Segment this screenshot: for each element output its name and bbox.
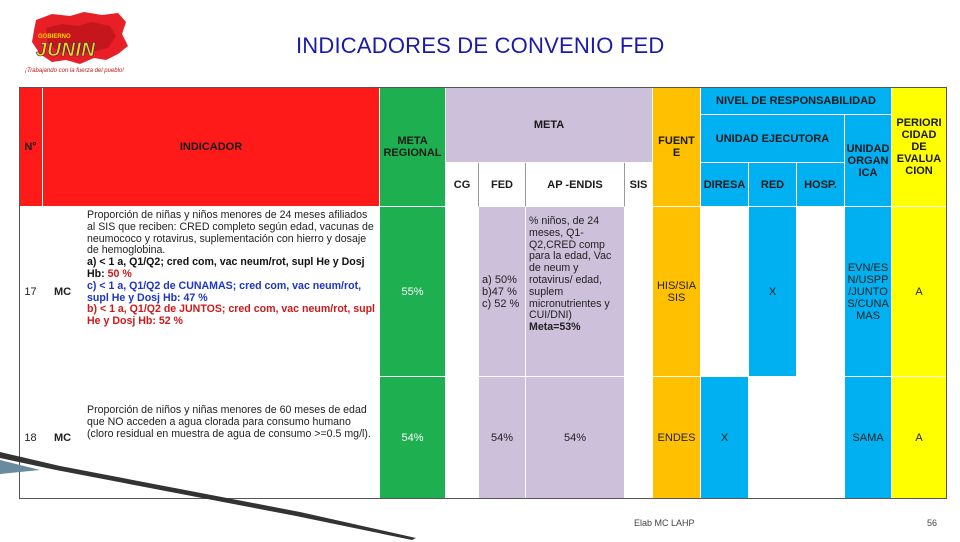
header-unidad-organica: UNIDAD ORGAN ICA <box>845 115 892 207</box>
row17-indicador-c: c) < 1 a, Q1/Q2 de CUNAMAS; cred com, vac neum/rot, supl He y Dosj Hb: 47 % <box>87 279 362 304</box>
row18-sis <box>625 377 653 499</box>
row17-code: MC <box>43 207 83 377</box>
row17-hosp <box>797 207 845 377</box>
row18-ap-endis: 54% <box>526 377 625 499</box>
footer-source: Elab MC LAHP <box>634 518 695 528</box>
row17-fuente: HIS/SIA SIS <box>653 207 701 377</box>
header-fuente: FUENT E <box>653 87 701 207</box>
row17-indicador-b: b) < 1 a, Q1/Q2 de JUNTOS; cred com, vac neum/rot, supl He y Dosj Hb: 52 % <box>87 303 375 328</box>
row18-unidad-organica: SAMA <box>845 377 892 499</box>
page-title: INDICADORES DE CONVENIO FED <box>296 33 665 58</box>
row17-diresa <box>701 207 749 377</box>
row17-cg <box>446 207 479 377</box>
indicators-table <box>19 87 947 499</box>
row18-red <box>749 377 797 499</box>
header-nivel: NIVEL DE RESPONSABILIDAD <box>701 87 892 115</box>
row18-indicador-plain: Proporción de niños y niñas menores de 60 meses de edad que NO acceden a agua clorada para consumo humano (cloro residual en muestra de agua de consumo >=0.5 mg/l). <box>87 404 371 440</box>
logo-small-text: GOBIERNO <box>38 34 71 40</box>
row17-indicador <box>83 207 380 377</box>
row17-indicador-a: a) < 1 a, Q1/Q2; cred com, vac neum/rot, supl He y Dosj Hb: <box>87 256 365 280</box>
row17-fed-text: a) 50% b)47 % c) 52 % <box>482 273 520 310</box>
row18-diresa: X <box>701 377 749 499</box>
header-n: N° <box>19 87 43 207</box>
row17-ap-endis-text: % niños, de 24 meses, Q1-Q2,CRED comp para la edad, Vac de neum y rotavirus/ edad, suplem micronutrientes y CUI/DNI) <box>529 215 612 322</box>
row18-meta-regional: 54% <box>380 377 446 499</box>
header-indicador: INDICADOR <box>43 87 380 207</box>
row17-fed <box>479 207 526 377</box>
row18-n: 18 <box>19 377 43 499</box>
row17-ap-endis-meta: Meta=53% <box>529 321 581 334</box>
header-fed: FED <box>479 163 526 207</box>
header-red: RED <box>749 163 797 207</box>
row17-red: X <box>749 207 797 377</box>
header-unidad-ejecutora: UNIDAD EJECUTORA <box>701 115 845 163</box>
row18-code: MC <box>43 377 83 499</box>
row17-ap-endis <box>526 207 625 377</box>
row18-cg <box>446 377 479 499</box>
row18-hosp <box>797 377 845 499</box>
row17-periodicidad: A <box>892 207 947 377</box>
header-hosp: HOSP. <box>797 163 845 207</box>
row18-fed: 54% <box>479 377 526 499</box>
row17-indicador-a-val: 50 % <box>107 267 132 280</box>
header-meta-regional: META REGIONAL <box>380 87 446 207</box>
decorative-slant-bar <box>0 452 420 542</box>
header-cg: CG <box>446 163 479 207</box>
row17-sis <box>625 207 653 377</box>
header-sis: SIS <box>625 163 653 207</box>
row17-unidad-organica: EVN/ES N/USPP /JUNTO S/CUNA MAS <box>845 207 892 377</box>
logo-text: JUNIN <box>36 40 96 61</box>
page-number: 56 <box>927 518 938 528</box>
row17-n: 17 <box>19 207 43 377</box>
row17-meta-regional: 55% <box>380 207 446 377</box>
row18-fuente: ENDES <box>653 377 701 499</box>
header-meta: META <box>446 87 653 163</box>
header-periodicidad: PERIORI CIDAD DE EVALUA CION <box>892 87 947 207</box>
logo <box>22 10 137 78</box>
logo-tagline: ¡Trabajando con la fuerza del pueblo! <box>25 68 124 74</box>
row17-indicador-plain: Proporción de niñas y niños menores de 24 meses afiliados al SIS que reciben: CRED completo según edad, vacunas de neumococo y rotavirus, suplementación con hierro y dosaje de hemoglobina. <box>87 209 374 257</box>
row18-periodicidad: A <box>892 377 947 499</box>
header-diresa: DIRESA <box>701 163 749 207</box>
header-ap-endis: AP -ENDIS <box>526 163 625 207</box>
